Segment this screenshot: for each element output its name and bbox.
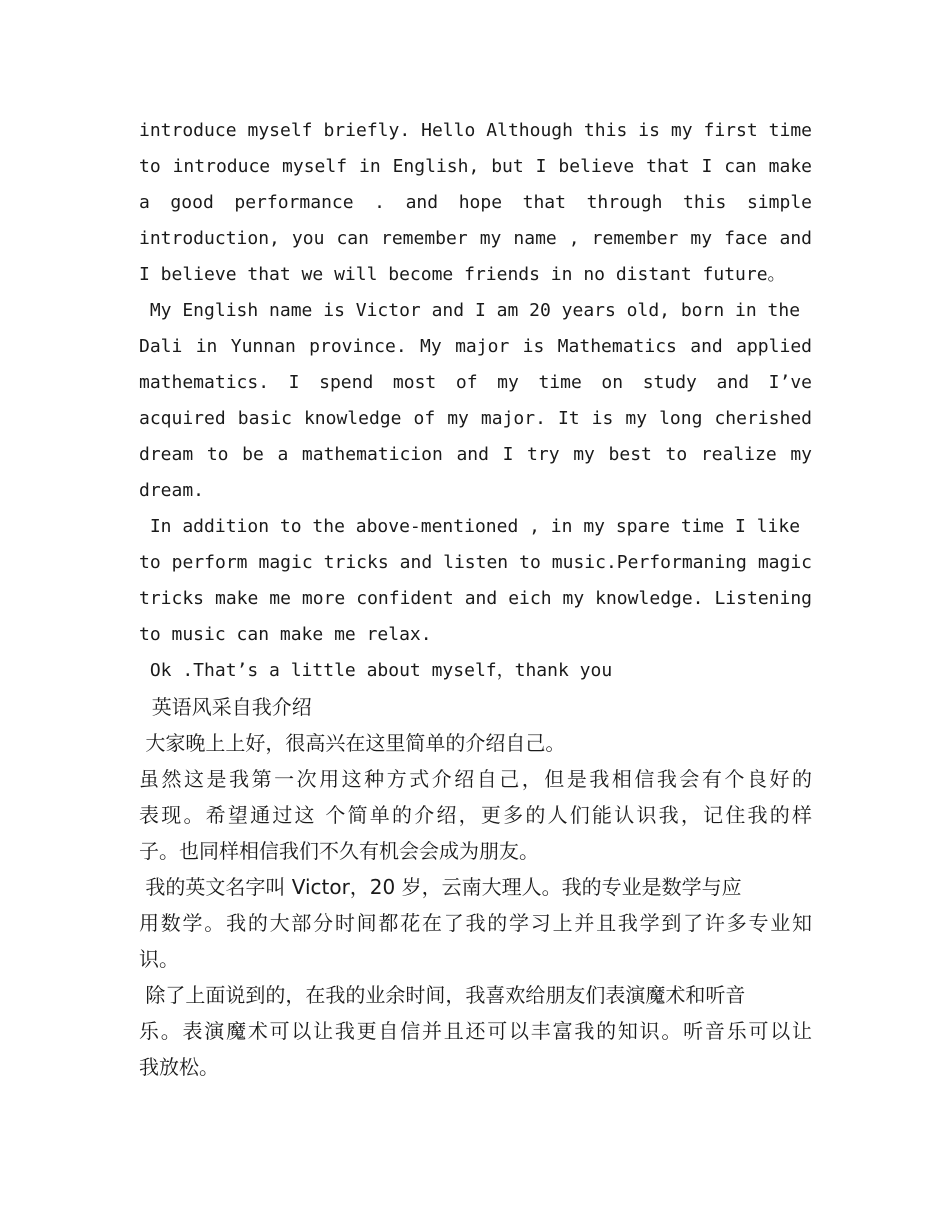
text-line: mathematics. I spend most of my time on study and I’ve [139,372,812,393]
english-paragraph-1 [139,113,812,293]
text-line: 除了上面说到的，在我的业余时间，我喜欢给朋友们表演魔术和听音 [139,983,746,1007]
chinese-introduction [139,689,812,1085]
text-line: to introduce myself in English, but I believe that I can make [139,156,812,177]
text-line: a good performance . and hope that through this simple [139,192,812,213]
text-line: Dali in Yunnan province. My major is Mathematics and applied [139,336,812,357]
text-line: 我的英文名字叫 Victor，20 岁，云南大理人。我的专业是数学与应 [139,875,742,899]
text-line: introduction, you can remember my name , remember my face and [139,228,812,249]
text-line: dream. [139,480,205,501]
chinese-paragraph-3 [139,977,812,1085]
chinese-paragraph-1 [139,761,812,869]
english-closing: Ok .That’s a little about myself，thank you [139,660,613,681]
text-line: In addition to the above-mentioned , in my spare time I like [139,516,801,537]
english-paragraph-2 [139,293,812,509]
text-line: acquired basic knowledge of my major. It is my long cherished [139,408,812,429]
text-line: 识。 [139,947,179,971]
text-line: introduce myself briefly. Hello Although this is my first time [139,120,812,141]
text-line: 虽然这是我第一次用这种方式介绍自己，但是我相信我会有个良好的 [139,767,812,791]
text-line: 表现。希望通过这 个简单的介绍，更多的人们能认识我，记住我的样 [139,803,812,827]
text-line: 我放松。 [139,1055,219,1079]
chinese-greeting: 大家晚上上好，很高兴在这里简单的介绍自己。 [139,731,566,755]
text-line: dream to be a mathematicion and I try my best to realize my [139,444,812,465]
text-line: My English name is Victor and I am 20 years old, born in the [139,300,801,321]
chinese-paragraph-2 [139,869,812,977]
text-line: to music can make me relax. [139,624,432,645]
english-introduction [139,113,812,689]
text-line: 子。也同样相信我们不久有机会会成为朋友。 [139,839,539,863]
text-line: 用数学。我的大部分时间都花在了我的学习上并且我学到了许多专业知 [139,911,812,935]
chinese-title: 英语风采自我介绍 [139,695,312,719]
text-line: 乐。表演魔术可以让我更自信并且还可以丰富我的知识。听音乐可以让 [139,1019,812,1043]
text-line: to perform magic tricks and listen to music.Performaning magic [139,552,812,573]
text-line: I believe that we will become friends in no distant future。 [139,264,786,285]
text-line: tricks make me more confident and eich my knowledge. Listening [139,588,812,609]
english-paragraph-3 [139,509,812,653]
